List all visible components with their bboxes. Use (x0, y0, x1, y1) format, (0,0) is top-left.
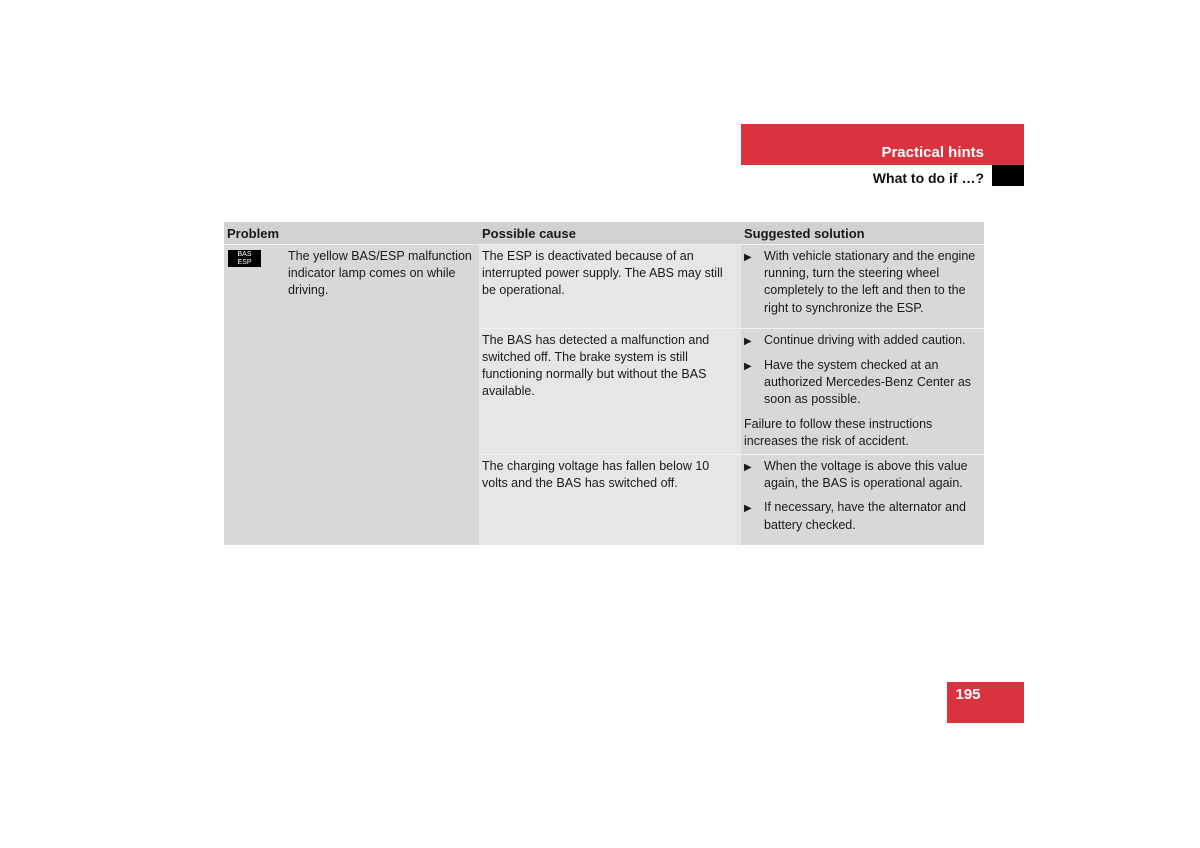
indicator-label-bottom: ESP (237, 258, 252, 266)
triangle-right-icon: ▶ (744, 462, 752, 474)
column-header-problem: Problem (224, 222, 479, 244)
solution-text: When the voltage is above this value again, the BAS is operational again. (764, 459, 968, 491)
indicator-label-top: BAS (237, 251, 252, 258)
problem-text: The yellow BAS/ESP malfunction indicator lamp comes on while driving. (288, 249, 472, 298)
solution-cell (741, 245, 984, 328)
solution-cell (741, 455, 984, 545)
subsection-header (741, 165, 1024, 186)
page-number: 195 (955, 686, 981, 703)
cause-cell: The charging voltage has fallen below 10 volts and the BAS has switched off. (479, 455, 741, 545)
triangle-right-icon: ▶ (744, 503, 752, 515)
problem-cell (224, 244, 479, 545)
section-header (741, 124, 1024, 165)
section-title: Practical hints (881, 144, 984, 161)
bas-esp-indicator-icon (228, 250, 261, 267)
table-row (479, 328, 984, 454)
cause-cell: The ESP is deactivated because of an interrupted power supply. The ABS may still be operational. (479, 245, 741, 328)
subsection-title: What to do if …? (872, 170, 984, 186)
solution-item (744, 357, 980, 409)
solution-text: If necessary, have the alternator and battery checked. (764, 500, 966, 532)
column-header-cause: Possible cause (479, 222, 741, 244)
page-number-tab (947, 682, 1024, 723)
table-row (479, 454, 984, 545)
cause-cell: The BAS has detected a malfunction and switched off. The brake system is still functioning normally but without the BAS available. (479, 329, 741, 454)
solution-text: Continue driving with added caution. (764, 332, 966, 347)
triangle-right-icon: ▶ (744, 252, 752, 263)
column-header-solution: Suggested solution (741, 222, 984, 244)
cases-column (479, 244, 984, 545)
table-header-row (224, 222, 984, 244)
warning-note: Failure to follow these instructions increases the risk of accident. (744, 416, 933, 448)
triangle-right-icon: ▶ (744, 361, 752, 373)
solution-text: With vehicle stationary and the engine running, turn the steering wheel completely to the left and then to the right to synchronize the ESP. (764, 249, 976, 315)
triangle-right-icon: ▶ (744, 335, 752, 347)
solution-item (744, 332, 980, 350)
solution-item (744, 248, 980, 317)
solution-item (744, 458, 980, 492)
table-row (479, 244, 984, 328)
section-marker (992, 165, 1024, 186)
solution-item (744, 499, 980, 533)
troubleshooting-table (224, 222, 984, 545)
table-body (224, 244, 984, 545)
solution-text: Have the system checked at an authorized Mercedes-Benz Center as soon as possible. (764, 358, 972, 407)
solution-cell (741, 329, 984, 454)
